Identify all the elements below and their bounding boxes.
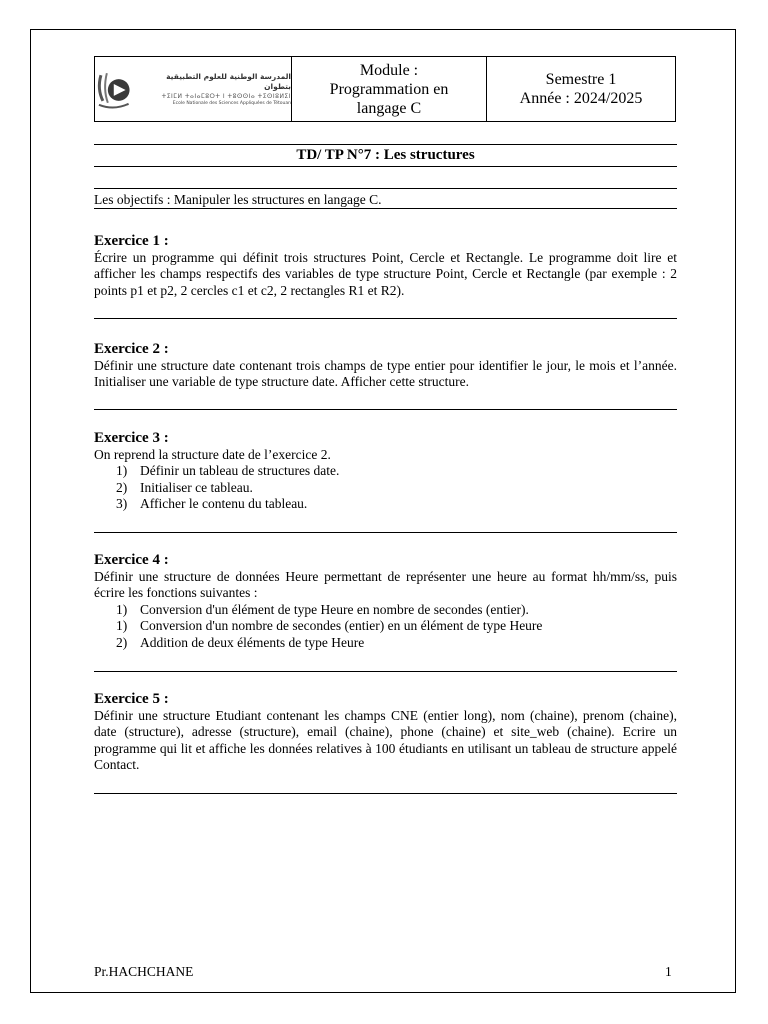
list-item — [94, 602, 677, 618]
list-item-text: Afficher le contenu du tableau. — [140, 496, 308, 512]
exercise-title: Exercice 1 : — [94, 233, 169, 249]
logo-cell — [95, 57, 292, 122]
exercise-divider — [94, 793, 677, 794]
exercise-4 — [94, 551, 677, 651]
title-rule-bottom — [94, 166, 677, 167]
title-rule-top — [94, 144, 677, 145]
author-name: Pr.HACHCHANE — [94, 964, 194, 979]
academic-year: Année : 2024/2025 — [519, 90, 643, 107]
list-item — [94, 496, 677, 512]
list-item-number: 2) — [116, 479, 128, 495]
header-table — [94, 56, 676, 122]
exercise-divider — [94, 409, 677, 410]
list-item-text: Initialiser ce tableau. — [140, 479, 253, 495]
exercise-text: Définir une structure Etudiant contenant les champs CNE (entier long), nom (chaine), prenom (chaine), date (structure), adresse (structure), email (chaine), phone (chaine) et site_web (chaine). Ecrire un programme qui lit et affiche les données relatives à 100 étudiants en utilisant un tableau de structure appelé Contact. — [94, 708, 677, 773]
module-name-line2: langage C — [356, 99, 422, 117]
module-cell — [292, 57, 487, 122]
list-item-number: 1) — [116, 618, 128, 634]
exercise-list — [94, 602, 677, 651]
list-item — [94, 480, 677, 496]
module-name-line1: Programmation en — [329, 80, 449, 98]
list-item-number: 3) — [116, 496, 128, 512]
list-item — [94, 463, 677, 479]
exercise-title: Exercice 5 : — [94, 691, 169, 707]
list-item-number: 2) — [116, 634, 128, 650]
semester-label: Semestre 1 — [545, 71, 617, 88]
exercise-title: Exercice 3 : — [94, 430, 169, 446]
exercise-text: Écrire un programme qui définit trois structures Point, Cercle et Rectangle. Le programme doit lire et afficher les champs respectifs des variables de type structure Point, Cercle et Rectangle (par exemple : 2 points p1 et p2, 2 cercles c1 et c2, 2 rectangles R1 et R2). — [94, 250, 677, 298]
list-item-text: Conversion d'un nombre de secondes (entier) en un élément de type Heure — [140, 618, 543, 634]
page-number: 1 — [665, 964, 672, 979]
list-item-text: Définir un tableau de structures date. — [140, 463, 340, 479]
logo-arabic-text: المدرسة الوطنية للعلوم التطبيقية بتطوان — [166, 71, 291, 91]
objectives-text: Les objectifs : Manipuler les structures en langage C. — [94, 192, 382, 207]
list-item-number: 1) — [116, 463, 128, 479]
exercise-title: Exercice 2 : — [94, 341, 169, 357]
page-title: TD/ TP N°7 : Les structures — [296, 147, 475, 163]
school-logo — [95, 57, 291, 121]
exercise-5 — [94, 690, 677, 774]
objectives-rule-top — [94, 188, 677, 189]
list-item-text: Conversion d'un élément de type Heure en nombre de secondes (entier). — [140, 601, 529, 617]
exercise-text: On reprend la structure date de l’exercice 2. — [94, 447, 331, 462]
list-item-text: Addition de deux éléments de type Heure — [140, 634, 365, 650]
exercise-1 — [94, 232, 677, 299]
exercise-divider — [94, 532, 677, 533]
exercise-list — [94, 463, 677, 512]
exercise-text: Définir une structure de données Heure permettant de représenter une heure au format hh/mm/ss, puis écrire les fonctions suivantes : — [94, 569, 677, 601]
ensa-emblem-icon — [95, 69, 133, 109]
list-item — [94, 635, 677, 651]
logo-french-text: Ecole Nationale des Sciences Appliquées de Tétouan — [172, 100, 291, 106]
exercise-3 — [94, 429, 677, 513]
list-item-number: 1) — [116, 601, 128, 617]
list-item — [94, 618, 677, 634]
exercise-divider — [94, 318, 677, 319]
module-label: Module : — [359, 61, 419, 79]
exercise-title: Exercice 4 : — [94, 552, 169, 568]
logo-tifinagh-text: ⵜⵉⵏⵎⵍ ⵜⴰⵏⴰⵎⵓⵔⵜ ⵏ ⵜⵓⵙⵙⵏⴰ ⵜⵉⵙⵏⵓⵍⵉⵏ — [161, 92, 291, 100]
objectives-rule-bottom — [94, 208, 677, 209]
semester-cell — [487, 57, 676, 122]
exercise-2 — [94, 340, 677, 391]
exercise-text: Définir une structure date contenant trois champs de type entier pour identifier le jour, le mois et l’année. Initialiser une variable de type structure date. Afficher cette structure. — [94, 358, 677, 390]
exercise-divider — [94, 671, 677, 672]
